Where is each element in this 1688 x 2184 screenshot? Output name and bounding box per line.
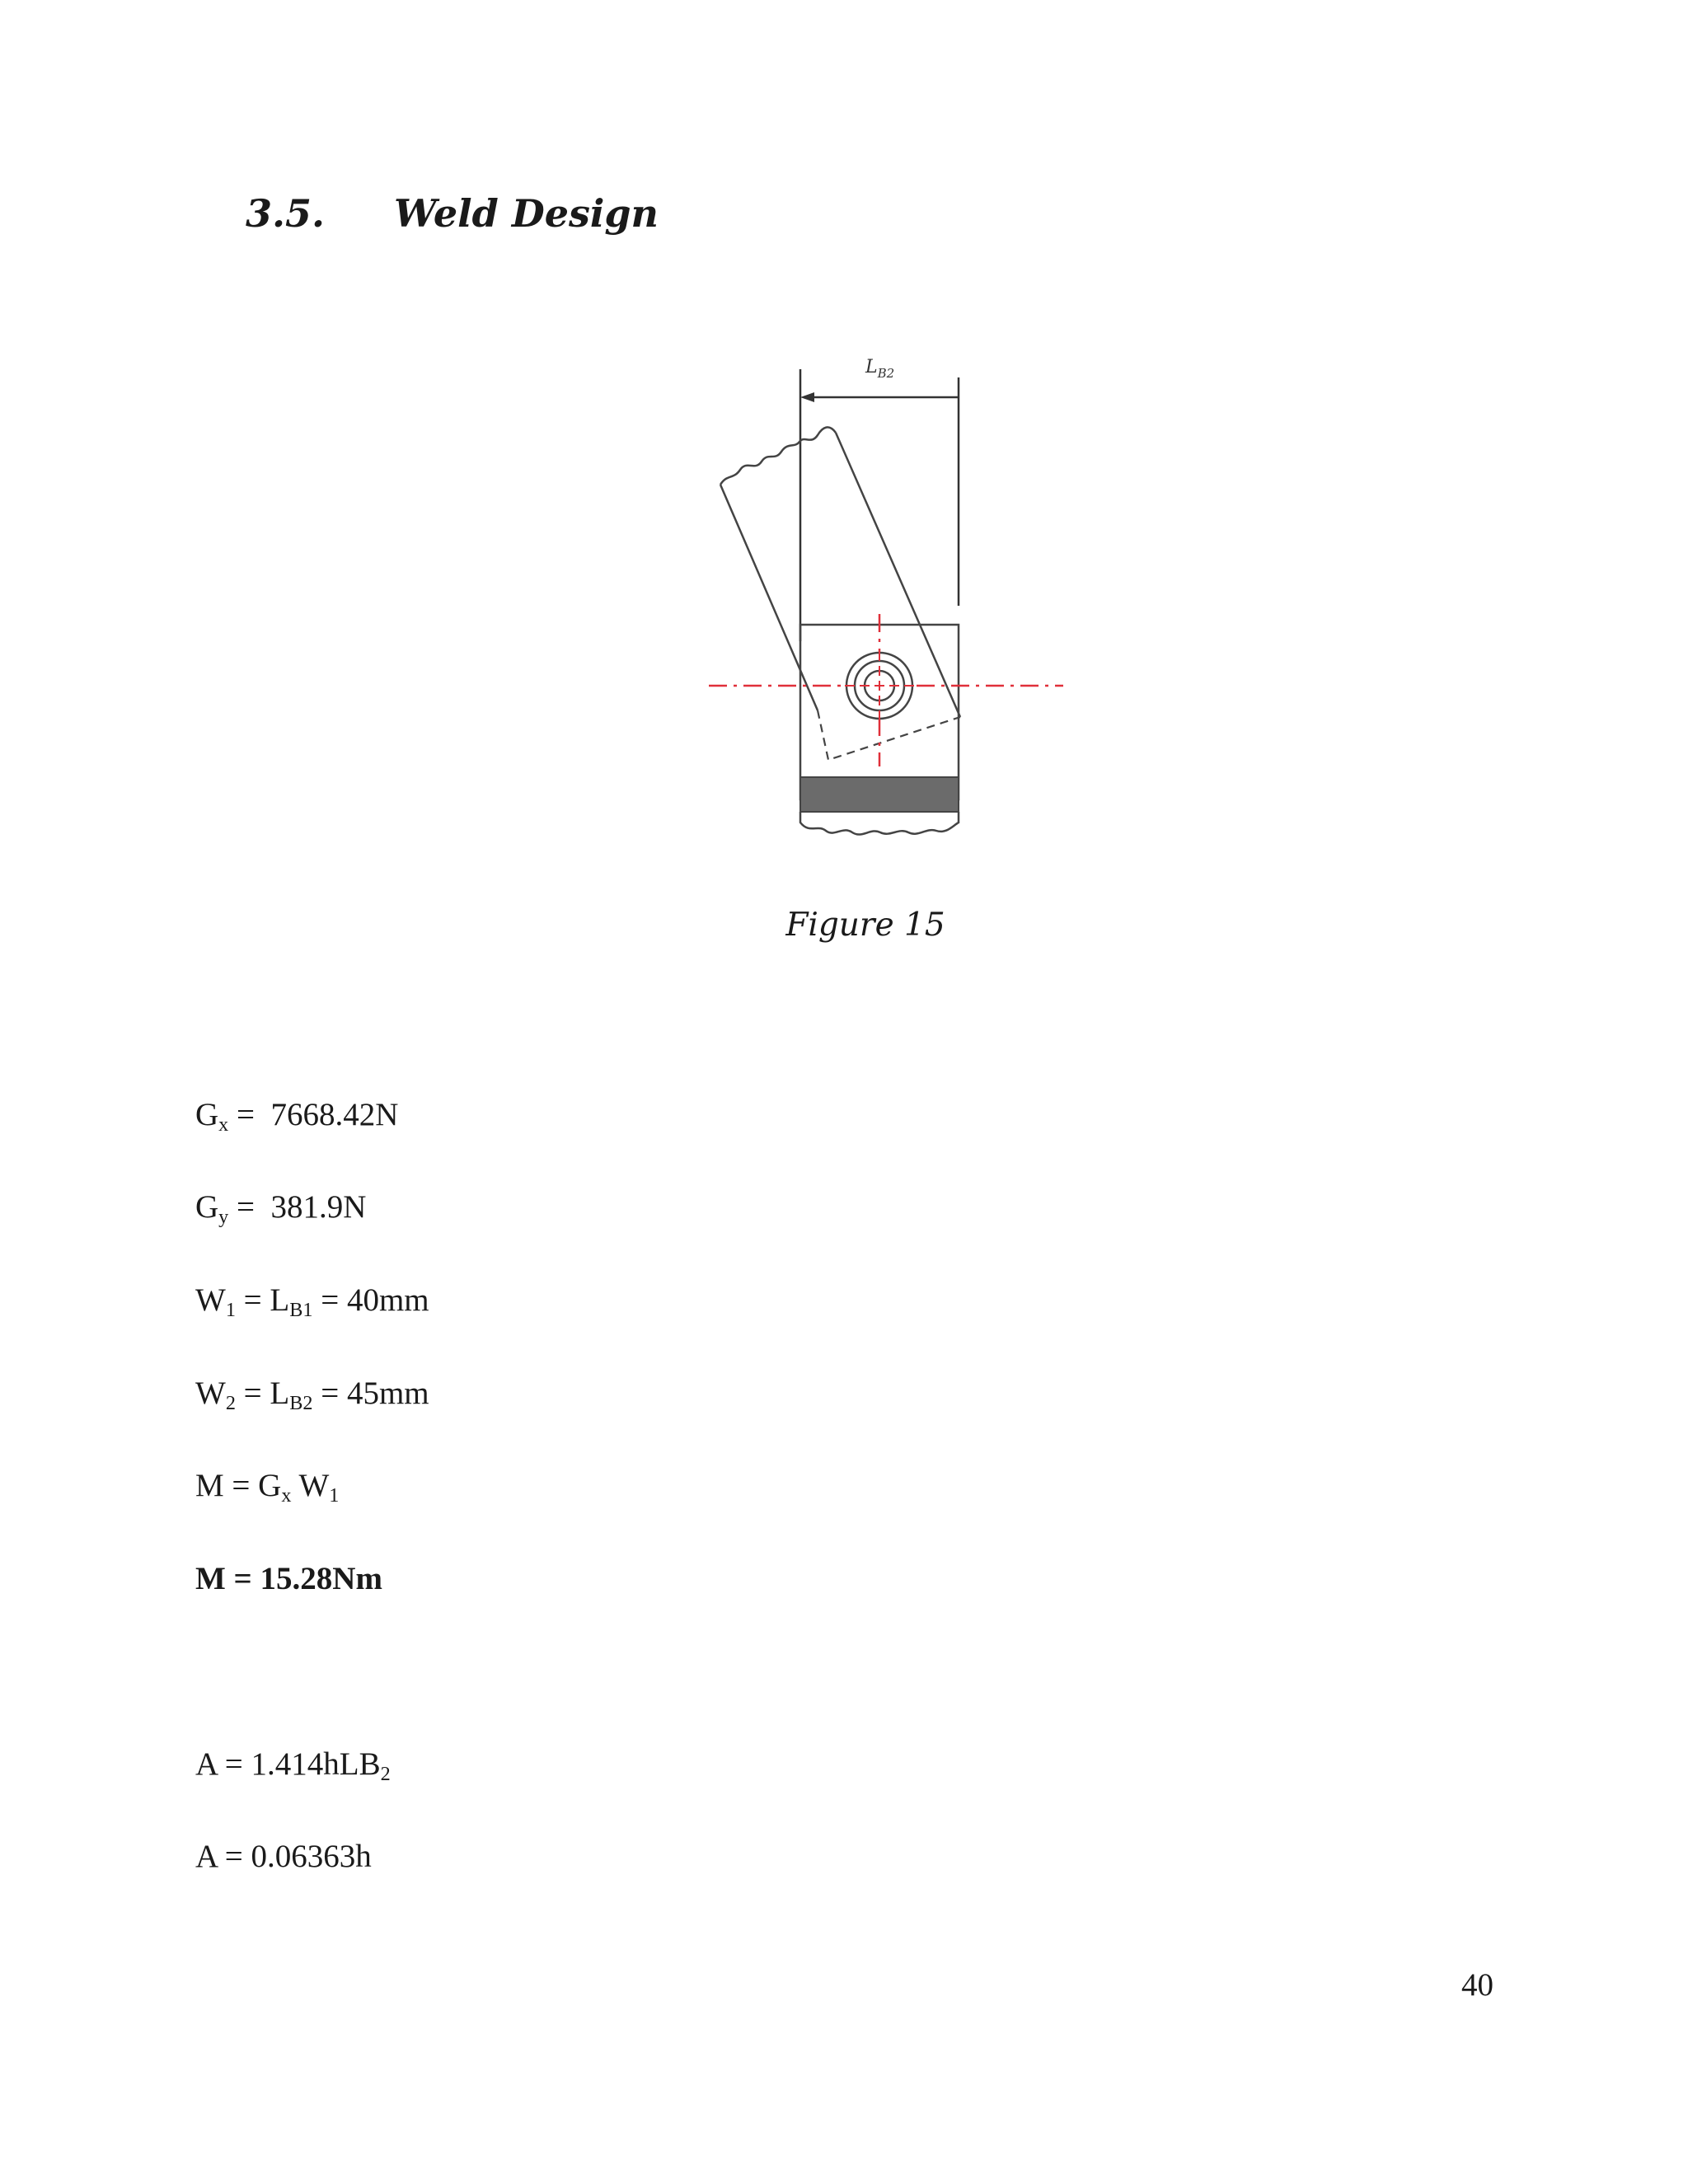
equation-moment-value: M = 15.28Nm — [195, 1561, 382, 1596]
section-title: Weld Design — [394, 191, 659, 236]
inclined-member — [720, 433, 960, 717]
equation-moment-formula: $M = G_x$ $W_1$ — [195, 1468, 340, 1507]
block-break-line — [800, 812, 959, 835]
equation-gy: $G_y = 381.9N$ — [195, 1189, 367, 1228]
section-heading — [246, 191, 659, 236]
dimension-arrow — [800, 392, 814, 402]
weld-band — [800, 777, 959, 812]
dimension-label: $L_{B2}$ — [865, 357, 895, 381]
equation-w1: $W_1 = L_{B1} = 40mm$ — [195, 1282, 429, 1321]
member-break-line — [720, 427, 836, 485]
equation-gx: $G_x = 7668.42N$ — [195, 1097, 399, 1136]
equation-area-formula: A = 1.414hLB$_2$ — [195, 1746, 391, 1785]
equation-area-value: A = 0.06363h — [195, 1839, 372, 1874]
equation-w2: $W_2 = L_{B2} = 45mm$ — [195, 1376, 429, 1414]
weld-figure — [709, 338, 1063, 857]
section-number: 3.5. — [246, 191, 326, 236]
page-number: 40 — [1461, 1967, 1493, 2003]
figure-caption: Figure 15 — [785, 907, 945, 944]
